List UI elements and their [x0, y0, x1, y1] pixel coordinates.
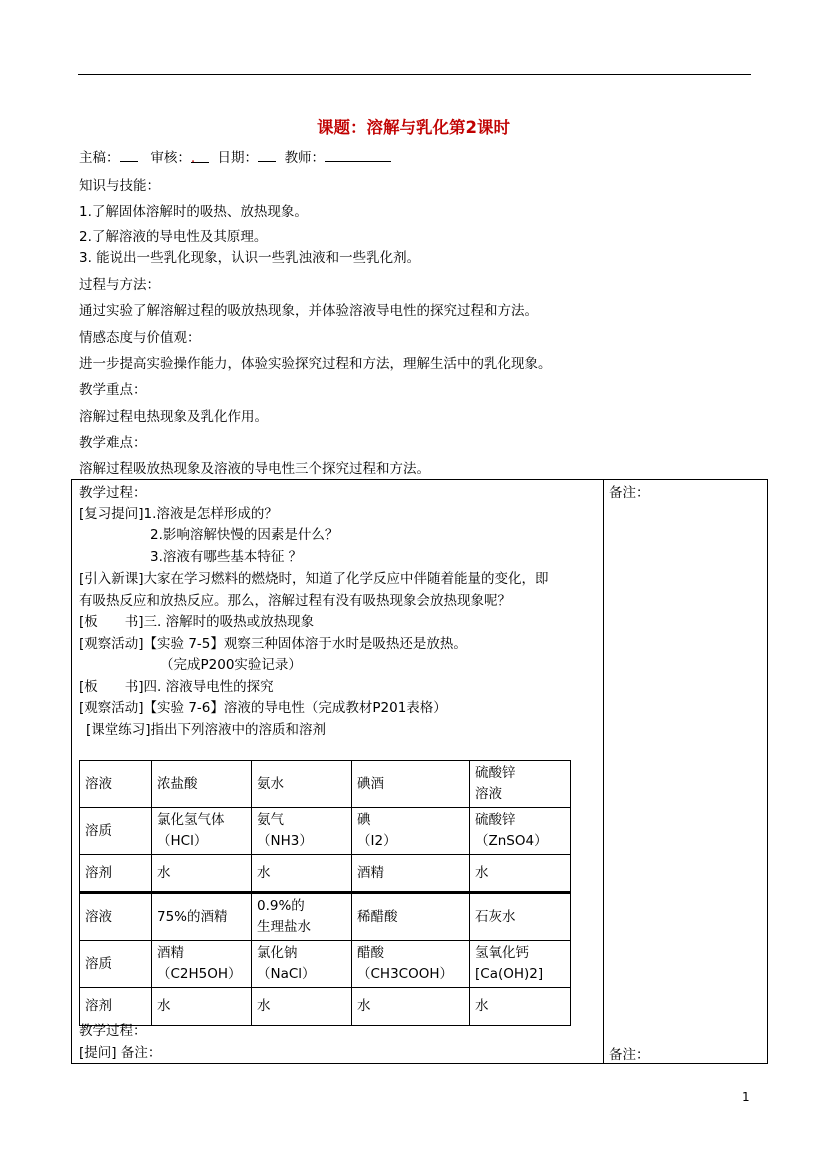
table-cell: 水: [252, 855, 352, 893]
process-line: 2.影响溶解快慢的因素是什么？: [150, 527, 339, 543]
process-heading: 教学过程：: [79, 485, 147, 501]
objective-line: 通过实验了解溶解过程的吸放热现象，并体验溶液导电性的探究过程和方法。: [79, 303, 538, 319]
table-cell: 溶剂: [80, 855, 152, 893]
table-cell: 水: [470, 988, 571, 1026]
table-cell: 氯化氢气体 （HCl）: [152, 808, 252, 855]
objective-line: 2.了解溶液的导电性及其原理。: [79, 229, 268, 245]
reviewer-mark: .: [190, 150, 196, 166]
process-footer-heading: 教学过程：: [79, 1023, 147, 1039]
reviewer-blank[interactable]: [190, 150, 209, 166]
table-cell: 碘 （I2）: [352, 808, 470, 855]
process-line: [观察活动]【实验 7-5】观察三种固体溶于水时是吸热还是放热。: [79, 636, 467, 652]
author-label: 主稿：: [79, 150, 120, 166]
process-line: [板 书]四. 溶液导电性的探究: [79, 679, 274, 695]
table-cell: 氨气 （NH3）: [252, 808, 352, 855]
process-line: [引入新课]大家在学习燃料的燃烧时，知道了化学反应中伴随着能量的变化，即: [79, 571, 549, 587]
objective-line: 溶解过程电热现象及乳化作用。: [79, 409, 268, 425]
process-line: [观察活动]【实验 7-6】溶液的导电性（完成教材P201表格）: [79, 700, 447, 716]
table-row: [80, 988, 571, 1026]
table-cell: 氨水: [252, 761, 352, 808]
objective-line: 情感态度与价值观：: [79, 330, 201, 346]
objective-line: 过程与方法：: [79, 277, 160, 293]
table-cell: 溶液: [80, 761, 152, 808]
table-cell: 硫酸锌 溶液: [470, 761, 571, 808]
objective-line: 进一步提高实验操作能力，体验实验探究过程和方法，理解生活中的乳化现象。: [79, 356, 552, 372]
notes-divider: [603, 479, 604, 1064]
table-cell: 溶剂: [80, 988, 152, 1026]
table-cell: 硫酸锌 （ZnSO4）: [470, 808, 571, 855]
table-cell: 浓盐酸: [152, 761, 252, 808]
objective-line: 教学难点：: [79, 435, 147, 451]
process-line: [复习提问]1.溶液是怎样形成的？: [79, 506, 278, 522]
reviewer-label: 审核：: [150, 150, 191, 166]
teacher-blank[interactable]: [325, 149, 391, 162]
table-cell: 0.9%的 生理盐水: [252, 893, 352, 941]
process-footer-line: [提问] 备注：: [79, 1045, 162, 1061]
table-cell: 水: [352, 988, 470, 1026]
objective-line: 教学重点：: [79, 382, 147, 398]
process-line: （完成P200实验记录）: [160, 657, 302, 673]
table-cell: 稀醋酸: [352, 893, 470, 941]
process-line: [板 书]三. 溶解时的吸热或放热现象: [79, 614, 315, 630]
table-row: [80, 761, 571, 808]
process-line: 3.溶液有哪些基本特征 ？: [150, 549, 303, 565]
table-cell: 酒精 （C2H5OH）: [152, 941, 252, 988]
solute-solvent-table: [79, 760, 571, 1026]
date-blank[interactable]: [258, 149, 276, 162]
table-cell: 75%的酒精: [152, 893, 252, 941]
table-cell: 水: [252, 988, 352, 1026]
table-cell: 氢氧化钙 [Ca(OH)2]: [470, 941, 571, 988]
date-label: 日期：: [217, 150, 258, 166]
table-row: [80, 855, 571, 893]
table-cell: 水: [152, 988, 252, 1026]
table-cell: 溶质: [80, 808, 152, 855]
table-cell: 石灰水: [470, 893, 571, 941]
table-row: [80, 808, 571, 855]
objective-line: 1.了解固体溶解时的吸热、放热现象。: [79, 204, 308, 220]
table-cell: 水: [470, 855, 571, 893]
objective-line: 溶解过程吸放热现象及溶液的导电性三个探究过程和方法。: [79, 461, 430, 477]
table-cell: 溶质: [80, 941, 152, 988]
notes-bottom-label: 备注：: [609, 1047, 650, 1063]
table-cell: 酒精: [352, 855, 470, 893]
table-cell: 醋酸 （CH3COOH）: [352, 941, 470, 988]
header-rule: [78, 74, 751, 75]
process-line: [课堂练习]指出下列溶液中的溶质和溶剂: [86, 722, 327, 738]
notes-top-label: 备注：: [609, 485, 650, 501]
table-row: [80, 893, 571, 941]
table-cell: 氯化钠 （NaCl）: [252, 941, 352, 988]
objective-line: 知识与技能：: [79, 178, 160, 194]
objective-line: 3. 能说出一些乳化现象，认识一些乳浊液和一些乳化剂。: [79, 250, 421, 266]
teacher-label: 教师：: [284, 150, 326, 166]
table-cell: 碘酒: [352, 761, 470, 808]
table-row: [80, 941, 571, 988]
process-line: 有吸热反应和放热反应。那么，溶解过程有没有吸热现象会放热现象呢？: [79, 593, 511, 609]
author-blank[interactable]: [120, 149, 138, 162]
table-cell: 水: [152, 855, 252, 893]
page-title: 课题：溶解与乳化第2课时: [317, 118, 510, 137]
page-number: 1: [742, 1090, 750, 1104]
meta-line: [79, 146, 391, 166]
table-cell: 溶液: [80, 893, 152, 941]
